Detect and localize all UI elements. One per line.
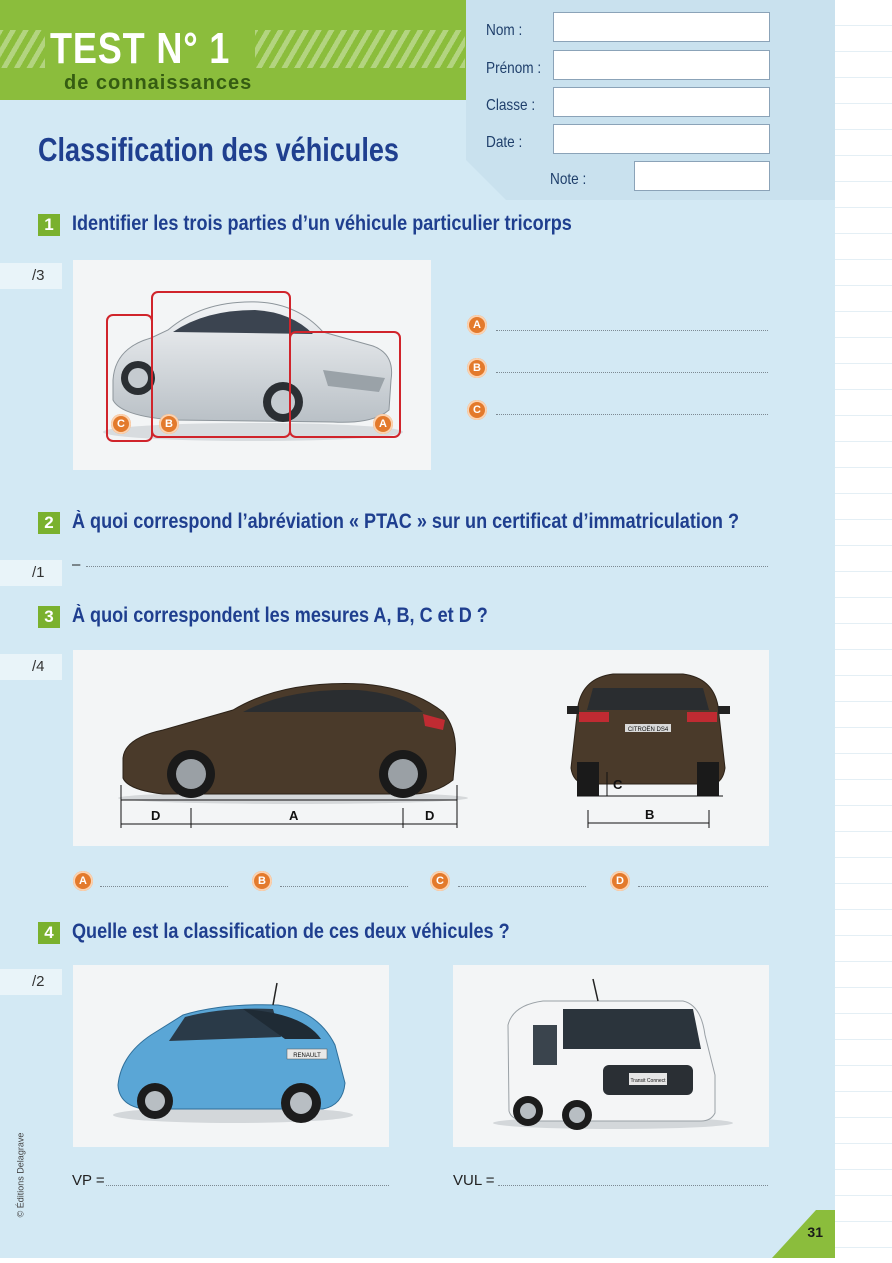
marker-b-icon: B <box>159 414 179 434</box>
vp-label: VP = <box>72 1172 105 1189</box>
page-title: Classification des véhicules <box>38 131 399 168</box>
page-number-tab-shape <box>772 1210 835 1258</box>
tricorps-car-drawing <box>73 260 431 470</box>
date-field[interactable] <box>553 124 770 154</box>
test-subtitle: de connaissances <box>64 72 253 94</box>
answer-line-q3-a[interactable] <box>100 886 228 887</box>
question-3-title: À quoi correspondent les mesures A, B, C et D ? <box>72 604 488 627</box>
banner-hatch-left <box>0 30 45 68</box>
vul-answer-line[interactable] <box>498 1185 768 1186</box>
question-4-number: 4 <box>38 922 60 944</box>
page-number-tab <box>772 1210 835 1258</box>
student-info-panel <box>466 0 835 200</box>
banner-hatch-right <box>255 30 465 68</box>
answer-marker-a-q3-icon: A <box>73 871 93 891</box>
right-badge-text: Transit Connect <box>630 1078 666 1084</box>
prenom-field[interactable] <box>553 50 770 80</box>
rear-badge-text: CITROËN DS4 <box>627 727 669 733</box>
marker-a-icon: A <box>373 414 393 434</box>
answer-line-q3-d[interactable] <box>638 886 768 887</box>
answer-marker-b-q3-icon: B <box>252 871 272 891</box>
dimensions-photo <box>73 650 769 846</box>
test-banner <box>0 0 466 100</box>
dim-label-c: C <box>613 777 623 792</box>
vp-answer-line[interactable] <box>106 1185 389 1186</box>
answer-line-q3-b[interactable] <box>280 886 408 887</box>
answer-marker-c-icon: C <box>467 400 487 420</box>
classe-label: Classe : <box>486 97 536 114</box>
electric-car-photo <box>73 965 389 1147</box>
dim-label-b: B <box>645 807 655 822</box>
dim-label-a: A <box>289 808 299 823</box>
answer-marker-b-icon: B <box>467 358 487 378</box>
note-label: Note : <box>550 171 587 188</box>
answer-marker-a-icon: A <box>467 315 487 335</box>
page-number: 31 <box>807 1224 823 1240</box>
prenom-label: Prénom : <box>486 60 542 77</box>
tricorps-car-photo <box>73 260 431 470</box>
dim-label-d-left: D <box>151 808 161 823</box>
question-3-score: /4 <box>0 654 62 680</box>
dimensions-drawing <box>73 650 769 846</box>
nom-label: Nom : <box>486 22 523 39</box>
copyright-text: © Éditions Delagrave <box>15 1132 26 1218</box>
classe-field[interactable] <box>553 87 770 117</box>
page-edge-strip <box>835 0 892 1263</box>
answer-line-q3-c[interactable] <box>458 886 586 887</box>
question-3-number: 3 <box>38 606 60 628</box>
question-2-title: À quoi correspond l’abréviation « PTAC » sur un certificat d’immatriculation ? <box>72 510 739 533</box>
ptac-answer-line[interactable] <box>86 566 768 567</box>
nom-field[interactable] <box>553 12 770 42</box>
date-label: Date : <box>486 134 523 151</box>
vul-label: VUL = <box>453 1172 495 1189</box>
van-photo <box>453 965 769 1147</box>
dim-label-d-right: D <box>425 808 435 823</box>
test-title: TEST N° 1 <box>50 24 231 73</box>
marker-c-icon: C <box>111 414 131 434</box>
answer-line-a[interactable] <box>496 330 768 331</box>
ptac-dash: – <box>72 556 81 573</box>
answer-line-b[interactable] <box>496 372 768 373</box>
question-4-score: /2 <box>0 969 62 995</box>
left-badge-text: RENAULT <box>293 1053 321 1059</box>
question-2-number: 2 <box>38 512 60 534</box>
question-4-title: Quelle est la classification de ces deux véhicules ? <box>72 920 510 943</box>
note-field[interactable] <box>634 161 770 191</box>
van-drawing <box>453 965 769 1147</box>
question-2-score: /1 <box>0 560 62 586</box>
question-1-score: /3 <box>0 263 62 289</box>
question-1-number: 1 <box>38 214 60 236</box>
answer-marker-d-q3-icon: D <box>610 871 630 891</box>
answer-marker-c-q3-icon: C <box>430 871 450 891</box>
answer-line-c[interactable] <box>496 414 768 415</box>
electric-car-drawing <box>73 965 389 1147</box>
question-1-title: Identifier les trois parties d’un véhicule particulier tricorps <box>72 212 572 235</box>
